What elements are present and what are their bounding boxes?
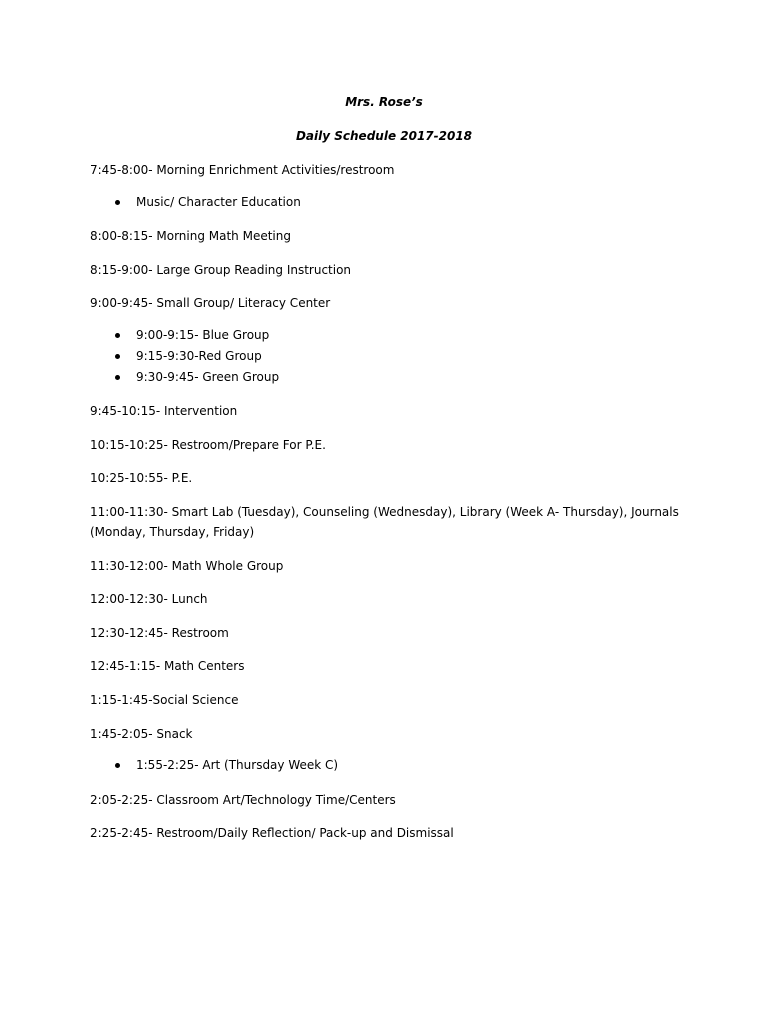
schedule-entry-restroom: 12:30-12:45- Restroom (90, 625, 229, 640)
bullet-dot-icon (115, 763, 120, 768)
bullet-text: 1:55-2:25- Art (Thursday Week C) (136, 758, 339, 773)
bullet-text: 9:30-9:45- Green Group (136, 369, 280, 384)
bullet-dot-icon (115, 200, 120, 205)
schedule-entry-classroom-art: 2:05-2:25- Classroom Art/Technology Time/Centers (90, 792, 396, 807)
schedule-entry-math-centers: 12:45-1:15- Math Centers (90, 659, 245, 674)
schedule-entry-lunch: 12:00-12:30- Lunch (90, 592, 208, 607)
schedule-entry-social-science: 1:15-1:45-Social Science (90, 692, 239, 707)
schedule-entry-literacy: 9:00-9:45- Small Group/ Literacy Center (90, 296, 331, 311)
schedule-entry-restroom-pe: 10:15-10:25- Restroom/Prepare For P.E. (90, 437, 326, 452)
schedule-title: Daily Schedule 2017-2018 (295, 129, 473, 143)
morning-enrichment-bullets (90, 192, 680, 213)
schedule-entry-math-meeting: 8:00-8:15- Morning Math Meeting (90, 229, 291, 244)
bullet-dot-icon (115, 354, 120, 359)
bullet-item (90, 755, 680, 776)
bullet-item (90, 346, 680, 367)
bullet-text: 9:00-9:15- Blue Group (136, 327, 270, 342)
schedule-entry-dismissal: 2:25-2:45- Restroom/Daily Reflection/ Pack-up and Dismissal (90, 826, 454, 841)
bullet-dot-icon (115, 375, 120, 380)
snack-bullets (90, 755, 680, 776)
teacher-name: Mrs. Rose’s (345, 95, 423, 109)
schedule-entry-snack: 1:45-2:05- Snack (90, 726, 193, 741)
schedule-entry-intervention: 9:45-10:15- Intervention (90, 404, 238, 419)
schedule-entry-math-whole-group: 11:30-12:00- Math Whole Group (90, 558, 284, 573)
bullet-item (90, 325, 680, 346)
schedule-entry-specials: 11:00-11:30- Smart Lab (Tuesday), Counseling (Wednesday), Library (Week A- Thursday), Journals (Monday, Thursday, Friday) (90, 504, 679, 539)
bullet-text: 9:15-9:30-Red Group (136, 348, 262, 363)
schedule-entry-pe: 10:25-10:55- P.E. (90, 471, 193, 486)
bullet-item (90, 192, 680, 213)
bullet-item (90, 367, 680, 388)
schedule-entry-morning-enrichment: 7:45-8:00- Morning Enrichment Activities/restroom (90, 163, 395, 177)
literacy-group-bullets (90, 325, 680, 388)
schedule-entry-reading: 8:15-9:00- Large Group Reading Instruction (90, 262, 352, 277)
bullet-dot-icon (115, 333, 120, 338)
schedule-body (90, 160, 680, 857)
bullet-text: Music/ Character Education (136, 194, 301, 209)
